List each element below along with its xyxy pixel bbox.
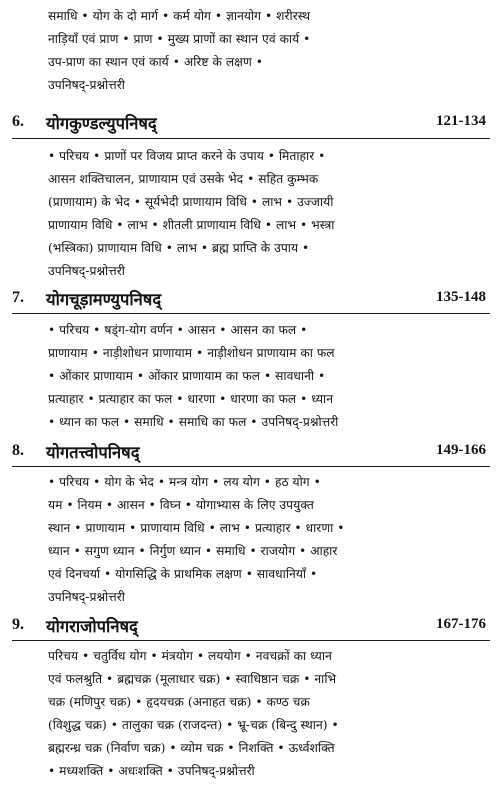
- section-number: 6.: [12, 113, 24, 130]
- section-8-line: यम • नियम • आसन • विघ्न • योगाभ्यास के लिए उपयुक्त: [48, 498, 314, 512]
- section-divider: [12, 313, 490, 314]
- section-9-line: (विशुद्ध चक्र) • तालुका चक्र (राजदन्त) • भ्रू-चक्र (बिन्दु स्थान) •: [48, 718, 339, 732]
- section-8-line: एवं दिनचर्या • योगसिद्धि के प्राथमिक लक्षण • सावधानियाँ •: [48, 567, 318, 581]
- section-number: 8.: [12, 442, 24, 459]
- section-6-line: (भस्त्रिका) प्राणायाम विधि • लाभ • ब्रह्म प्राप्ति के उपाय •: [48, 241, 310, 255]
- section-7-line: • ओंकार प्राणायाम • ओंकार प्राणायाम का फल • सावधानी •: [48, 369, 326, 383]
- section-heading-9: [12, 614, 490, 640]
- section-9-line: एवं फलश्रुति • ब्रह्मचक्र (मूलाधार चक्र) • स्वाधिष्ठान चक्र • नाभि: [48, 672, 337, 686]
- section-9-line: परिचय • चतुर्विध योग • मंत्रयोग • लययोग • नवचक्रों का ध्यान: [48, 649, 332, 663]
- section-6-line: उपनिषद्-प्रश्नोत्तरी: [48, 264, 125, 278]
- section-divider: [12, 640, 490, 641]
- section-8-line: ध्यान • सगुण ध्यान • निर्गुण ध्यान • समाधि • राजयोग • आहार: [48, 544, 338, 558]
- section-8-line: उपनिषद्-प्रश्नोत्तरी: [48, 590, 125, 604]
- section-page-range: 167-176: [436, 616, 486, 632]
- section-7-line: प्रत्याहार • प्रत्याहार का फल • धारणा • धारणा का फल • ध्यान: [48, 392, 334, 406]
- section-number: 7.: [12, 289, 24, 306]
- section-6-line: • परिचय • प्राणों पर विजय प्राप्त करने के उपाय • मिताहार •: [48, 149, 326, 163]
- section-9-line: • मध्यशक्ति • अधःशक्ति • उपनिषद्-प्रश्नोत्तरी: [48, 764, 255, 778]
- section-9-line: चक्र (मणिपुर चक्र) • हृदयचक्र (अनाहत चक्र) • कण्ठ चक्र: [48, 695, 310, 709]
- section-number: 9.: [12, 616, 24, 633]
- section-7-line: • परिचय • षड्ंग-योग वर्णन • आसन • आसन का फल •: [48, 323, 308, 337]
- section-page-range: 135-148: [436, 289, 486, 305]
- section-title: योगचूड़ामण्युपनिषद्: [46, 290, 162, 309]
- section-title: योगकुण्डल्युपनिषद्: [46, 114, 157, 133]
- section-divider: [12, 466, 490, 467]
- intro-line-3: उप-प्राण का स्थान एवं कार्य • अरिष्ट के लक्षण •: [48, 55, 263, 69]
- section-divider: [12, 138, 490, 139]
- section-8-line: स्थान • प्राणायाम • प्राणायाम विधि • लाभ • प्रत्याहार • धारणा •: [48, 521, 345, 535]
- section-title: योगतत्त्वोपनिषद्: [46, 443, 140, 462]
- section-6-line: प्राणायाम विधि • लाभ • शीतली प्राणायाम विधि • लाभ • भस्त्रा: [48, 218, 335, 232]
- section-7-line: • ध्यान का फल • समाधि • समाधि का फल • उपनिषद्-प्रश्नोत्तरी: [48, 415, 339, 429]
- section-8-line: • परिचय • योग के भेद • मन्त्र योग • लय योग • हठ योग •: [48, 475, 321, 489]
- section-title: योगराजोपनिषद्: [46, 617, 138, 636]
- intro-line-2: नाड़ियाँ एवं प्राण • प्राण • मुख्य प्राणों का स्थान एवं कार्य •: [48, 32, 311, 46]
- section-heading-8: [12, 440, 490, 466]
- section-7-line: प्राणायाम • नाड़ीशोधन प्राणायाम • नाड़ीशोधन प्राणायाम का फल: [48, 346, 335, 360]
- section-9-line: ब्रह्मरन्ध्र चक्र (निर्वाण चक्र) • व्योम चक्र • निशक्ति • ऊर्ध्वशक्ति: [48, 741, 335, 755]
- section-page-range: 121-134: [436, 113, 486, 129]
- section-6-line: (प्राणायाम) के भेद • सूर्यभेदी प्राणायाम विधि • लाभ • उज्जायी: [48, 195, 334, 209]
- section-heading-7: [12, 287, 490, 313]
- intro-line-4: उपनिषद्-प्रश्नोत्तरी: [48, 78, 125, 92]
- section-6-line: आसन शक्तिचालन, प्राणायाम एवं उसके भेद • सहित कुम्भक: [48, 172, 319, 186]
- section-page-range: 149-166: [436, 442, 486, 458]
- intro-line-1: समाधि • योग के दो मार्ग • कर्म योग • ज्ञानयोग • शरीरस्थ: [48, 9, 311, 23]
- section-heading-6: [12, 111, 490, 137]
